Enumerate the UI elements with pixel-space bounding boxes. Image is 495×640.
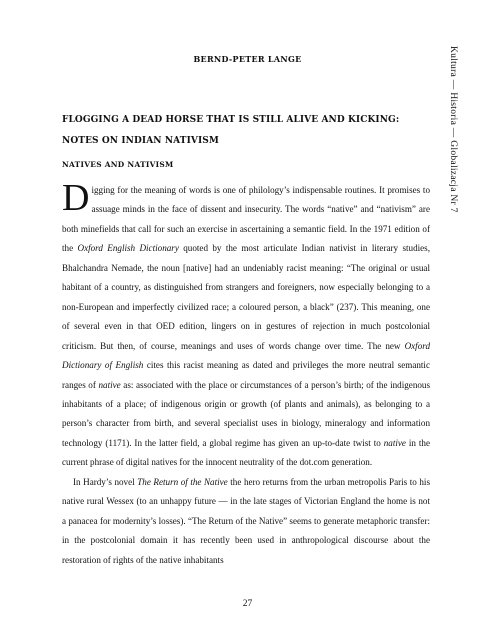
paragraph-2 bbox=[62, 473, 430, 570]
section-heading: NATIVES AND NATIVISM bbox=[62, 160, 174, 169]
article-title-line-1: FLOGGING A DEAD HORSE THAT IS STILL ALIVE AND KICKING: bbox=[62, 115, 400, 125]
book-title: Oxford English Dictionary bbox=[77, 243, 179, 254]
text-span: the hero returns from the urban metropolis Paris to his native rural Wessex (to an unhappy future — in the late stages of Victorian England the home is not a panacea for modernity’s losses). “The Return of the Native” seems to generate metaphoric transfer: in the postcolonial domain it has recently been used in anthropological discourse about the restoration of rights of the native inhabitants bbox=[62, 476, 430, 565]
running-head: Kultura — Historia — Globalizacja Nr 7 bbox=[448, 46, 459, 213]
text-span: igging for the meaning of words is one of philology’s indispensable routines. It promises to assuage minds in the face of dissent and insecurity. The words “native” and “nativism” are both minefields that call for such an exercise in ascertaining a semantic field. In the 1971 edition of the bbox=[62, 185, 430, 254]
drop-cap: D bbox=[62, 177, 90, 219]
emphasized-term: native bbox=[383, 437, 406, 448]
text-span: in the current phrase of digital natives for the innocent neutrality of the dot.com generation. bbox=[62, 437, 430, 468]
book-title: Oxford Dictionary of English bbox=[62, 340, 430, 371]
emphasized-term: native bbox=[98, 379, 121, 390]
author-name: BERND-PETER LANGE bbox=[193, 54, 302, 64]
article-title-line-2: NOTES ON INDIAN NATIVISM bbox=[62, 136, 219, 146]
paragraph-1 bbox=[62, 177, 430, 473]
book-title: The Return of the Native bbox=[137, 476, 228, 487]
article-title bbox=[62, 110, 422, 152]
text-span: In Hardy’s novel bbox=[73, 476, 138, 487]
text-span: as: associated with the place or circumstances of a person’s birth; of the indigenous inhabitants of a place; of indigenous origin or growth (of plants and animals), as belonging to a person’s character from birth, and several specialist uses in biology, mineralogy and information technology (1171). In the latter field, a global regime has given an up-to-date twist to bbox=[62, 379, 430, 448]
page-number: 27 bbox=[242, 599, 253, 609]
body-text bbox=[62, 177, 430, 570]
text-span: quoted by the most articulate Indian nativist in literary studies, Bhalchandra Nemade, the noun [native] had an undeniably racist meaning: “The original or usual habitant of a country, as distinguished from strangers and foreigners, now especially belonging to a non-European and imperfectly civilized race; a coloured person, a black” (237). This meaning, one of several even in that OED edition, lingers on in gestures of rejection in much postcolonial criticism. But then, of course, meanings and uses of words change over time. The new bbox=[62, 243, 430, 351]
text-span: cites this racist meaning as dated and privileges the more neutral semantic ranges of bbox=[62, 360, 430, 390]
